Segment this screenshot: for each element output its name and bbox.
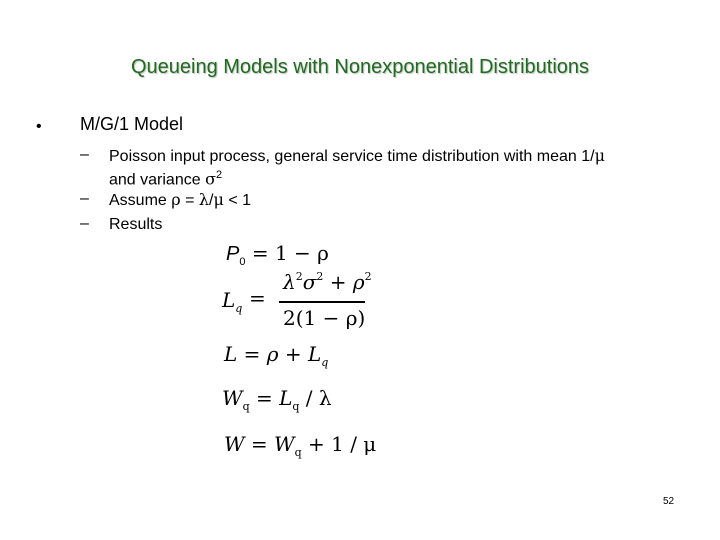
l-rhs: = ρ + L <box>237 342 322 366</box>
lq-num-sigma-sup: 2 <box>316 270 324 283</box>
sigma-exponent: 2 <box>215 169 223 181</box>
less-than-one: < 1 <box>223 192 252 209</box>
sigma-symbol: σ <box>205 169 216 189</box>
lq-numerator <box>283 270 372 294</box>
p0-rhs: = 1 − ρ <box>245 241 329 265</box>
lq-lhs-group <box>222 288 242 315</box>
sub-bullet-assume-rho <box>109 190 251 210</box>
wq-subscript: q <box>242 400 250 413</box>
wq-mid: = L <box>249 386 293 410</box>
wq-rhs: / λ <box>299 386 332 410</box>
lq-subscript: q <box>235 302 243 315</box>
l-subscript: q <box>321 356 329 369</box>
sub-bullet-marker-2: – <box>80 190 89 207</box>
assume-label: Assume <box>109 192 172 209</box>
sub-bullet-results: Results <box>109 216 163 233</box>
mu-symbol: μ <box>594 146 605 165</box>
slash-sign: / <box>209 192 214 209</box>
lq-denominator: 2(1 − ρ) <box>283 306 366 330</box>
formula-l <box>224 342 328 369</box>
p0-subscript: 0 <box>239 256 246 268</box>
formula-w <box>224 432 376 459</box>
lq-fraction-bar <box>279 301 365 303</box>
p0-lhs: P <box>226 243 240 265</box>
w-subscript: q <box>294 446 302 459</box>
sub-bullet-poisson-input <box>109 146 605 189</box>
equals-sign: = <box>180 192 199 209</box>
sub-bullet-marker-1: – <box>80 146 89 163</box>
lq-num-rest: + ρ <box>323 270 365 294</box>
w-mid: = W <box>244 432 295 456</box>
w-lhs: W <box>224 432 245 456</box>
bullet-mg1-model: M/G/1 Model <box>80 114 184 134</box>
slide-title: Queueing Models with Nonexponential Distributions <box>130 56 590 78</box>
lq-num-lambda: λ <box>283 270 296 294</box>
lq-num-sigma: σ <box>302 270 317 294</box>
lq-equals: = <box>249 286 266 310</box>
lq-num-lambda-sup: 2 <box>295 270 303 283</box>
rho-symbol: ρ <box>171 190 181 209</box>
l-lhs: L <box>224 342 238 366</box>
bullet-marker: • <box>36 118 42 135</box>
lambda-symbol: λ <box>198 190 210 209</box>
sub-bullet-marker-3: – <box>80 215 89 232</box>
mu-symbol-2: μ <box>213 190 224 209</box>
lq-lhs: L <box>222 288 236 312</box>
formula-wq <box>222 386 332 413</box>
sub-bullet-1-line1: Poisson input process, general service time distribution with mean 1/ <box>109 148 595 165</box>
wq-subscript-2: q <box>292 400 300 413</box>
page-number: 52 <box>663 496 675 507</box>
formula-p0 <box>226 241 329 268</box>
wq-lhs: W <box>222 386 243 410</box>
w-rhs: + 1 / μ <box>301 432 377 456</box>
sub-bullet-1-line2: and variance <box>109 171 206 189</box>
lq-num-rho-sup: 2 <box>364 270 372 283</box>
